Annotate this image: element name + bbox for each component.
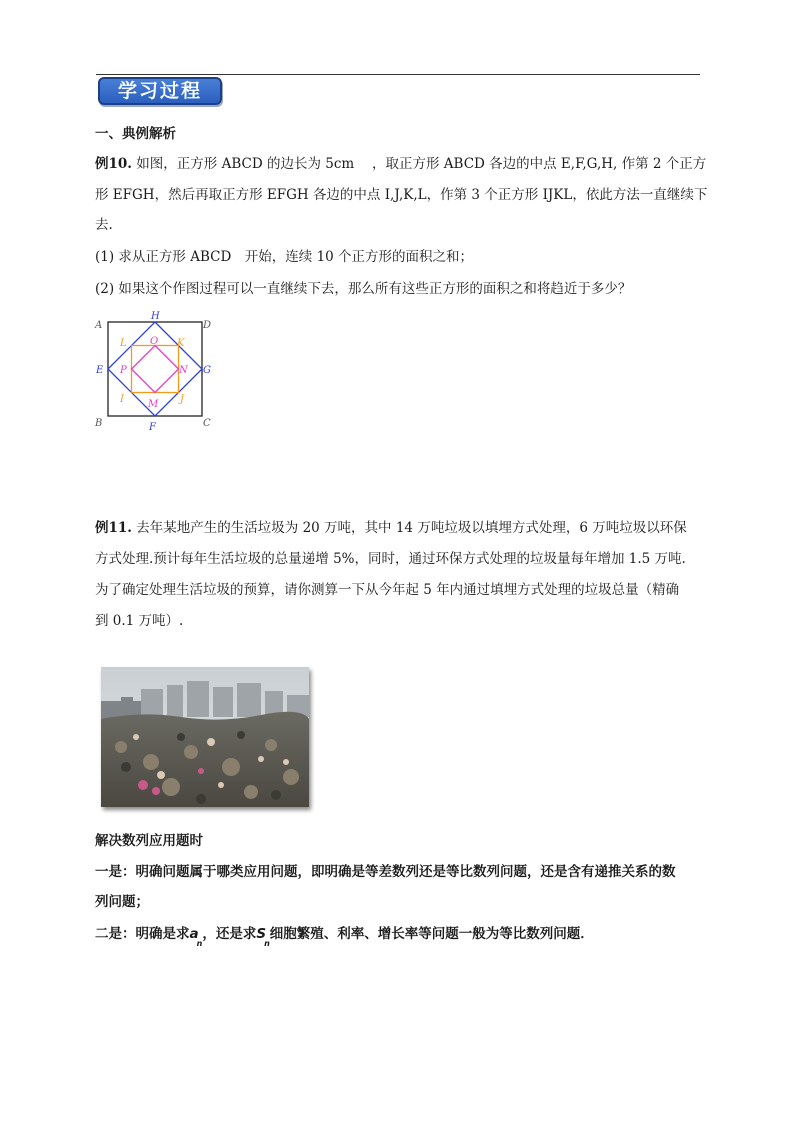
label-f: F xyxy=(149,422,156,433)
label-l: L xyxy=(120,338,127,349)
notes-point2 xyxy=(95,922,594,948)
label-j: J xyxy=(180,394,185,405)
example10-line2: 形 EFGH，然后再取正方形 EFGH 各边的中点 I,J,K,L，作第 3 个正方形 IJKL，依此方法一直继续下 xyxy=(95,187,708,203)
label-e: E xyxy=(96,365,104,376)
example11-label: 例11. xyxy=(95,520,132,536)
example11-line1 xyxy=(95,516,687,536)
label-i: I xyxy=(120,394,124,405)
example10-line1 xyxy=(95,152,706,172)
example11-line3: 为了确定处理生活垃圾的预算，请你测算一下从今年起 5 年内通过填埋方式处理的垃圾总量（精确 xyxy=(95,582,680,598)
example11-text1: 去年某地产生的生活垃圾为 20 万吨，其中 14 万吨垃圾以填埋方式处理，6 万吨垃圾以环保 xyxy=(136,520,687,536)
symbol-s: S xyxy=(256,926,267,942)
example10-line3: 去. xyxy=(95,217,113,233)
label-h: H xyxy=(151,311,160,322)
section-banner: 学习过程 xyxy=(98,77,222,105)
example10-label: 例10. xyxy=(95,156,132,172)
notes-point2-post: 细胞繁殖、利率、增长率等问题一般为等比数列问题． xyxy=(269,926,594,942)
nested-squares-figure xyxy=(90,308,220,436)
symbol-a-sub: n xyxy=(196,939,203,948)
label-g: G xyxy=(203,365,211,376)
symbol-a: a xyxy=(189,926,199,942)
example11-line2: 方式处理.预计每年生活垃圾的总量递增 5%，同时，通过环保方式处理的垃圾量每年增加 1.5 万吨. xyxy=(95,551,686,567)
example10-question2: (2) 如果这个作图过程可以一直继续下去，那么所有这些正方形的面积之和将趋近于多少？ xyxy=(95,281,632,297)
section-title: 一、典例解析 xyxy=(95,126,176,142)
label-p: P xyxy=(120,365,127,376)
square-mnop xyxy=(132,346,179,393)
notes-point1-line1: 一是：明确问题属于哪类应用问题，即明确是等差数列还是等比数列问题，还是含有递推关系的数 xyxy=(95,864,676,880)
label-m: M xyxy=(148,399,159,410)
label-b: B xyxy=(95,418,103,429)
label-a: A xyxy=(95,320,103,331)
notes-point1-line2: 列问题； xyxy=(95,894,149,910)
symbol-s-sub: n xyxy=(264,939,270,948)
example10-question1: (1) 求从正方形 ABCD 开始，连续 10 个正方形的面积之和； xyxy=(95,249,474,265)
label-n: N xyxy=(179,365,188,376)
notes-point2-mid: ，还是求 xyxy=(202,926,257,942)
notes-point2-pre: 二是：明确是求 xyxy=(95,926,190,942)
label-o: O xyxy=(150,336,159,347)
label-k: K xyxy=(177,338,185,349)
label-d: D xyxy=(203,320,212,331)
square-ijkl xyxy=(132,346,179,393)
header-rule xyxy=(96,74,700,75)
landfill-photo xyxy=(101,667,309,807)
label-c: C xyxy=(203,418,211,429)
example10-text1: 如图，正方形 ABCD 的边长为 5cm ，取正方形 ABCD 各边的中点 E,F,G,H, 作第 2 个正方 xyxy=(136,156,707,172)
example11-line4: 到 0.1 万吨）. xyxy=(95,613,184,629)
notes-title: 解决数列应用题时 xyxy=(95,833,203,849)
